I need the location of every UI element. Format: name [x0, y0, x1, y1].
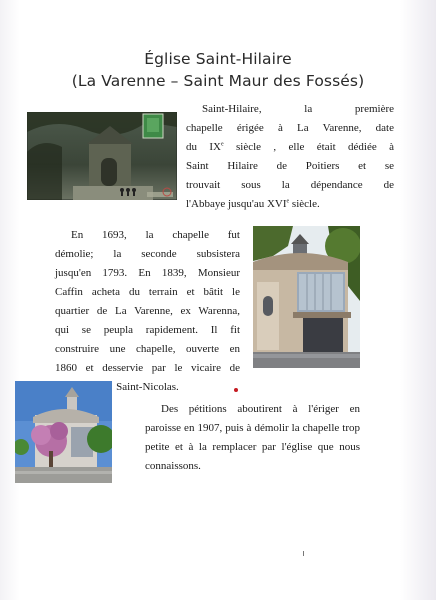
scan-mark: [303, 551, 304, 556]
text-line: qui se peupla rapidement. Il fit: [55, 324, 240, 336]
page-subtitle: (La Varenne – Saint Maur des Fossés): [71, 72, 365, 90]
text-line: chapelle érigée à La Varenne, date: [186, 122, 394, 134]
text-line: démolie; la seconde subsistera: [55, 248, 240, 260]
text-line: l'Abbaye jusqu'au XVIe siècle.: [186, 198, 320, 210]
paragraph-history-intro: [186, 100, 394, 214]
text-line: 1860 et desservie par le vicaire de: [55, 362, 240, 374]
text-line: Caffin acheta du terrain et bâtit le: [55, 286, 240, 298]
page-title: Église Saint-Hilaire: [144, 50, 292, 68]
text-line: paroisse en 1907, puis à démolir la chapelle trop: [145, 422, 360, 434]
text-line: du IXe siècle , elle était dédiée à: [186, 141, 394, 153]
church-photo: [253, 226, 360, 368]
text-line: Des pétitions aboutirent à l'ériger en: [161, 403, 360, 415]
text-line: connaissons.: [145, 460, 201, 472]
text-line: petite et à la remplacer par l'église que nous: [145, 441, 360, 453]
red-mark: [234, 388, 238, 392]
old-postcard-photo: [27, 112, 177, 200]
text-line: Saint-Hilaire, la première: [202, 103, 394, 115]
text-line: En 1693, la chapelle fut: [71, 229, 240, 241]
text-line: quartier de La Varenne, ex Warenna,: [55, 305, 240, 317]
text-line: construire une chapelle, ouverte en: [55, 343, 240, 355]
paragraph-chapel-history: [55, 226, 240, 397]
text-line: Saint Hilaire de Poitiers et se: [186, 160, 394, 172]
paragraph-parish: [145, 400, 360, 476]
text-line: Saint-Nicolas.: [116, 381, 179, 393]
text-line: trouvait sous la dépendance de: [186, 179, 394, 191]
text-line: jusqu'en 1793. En 1839, Monsieur: [55, 267, 240, 279]
